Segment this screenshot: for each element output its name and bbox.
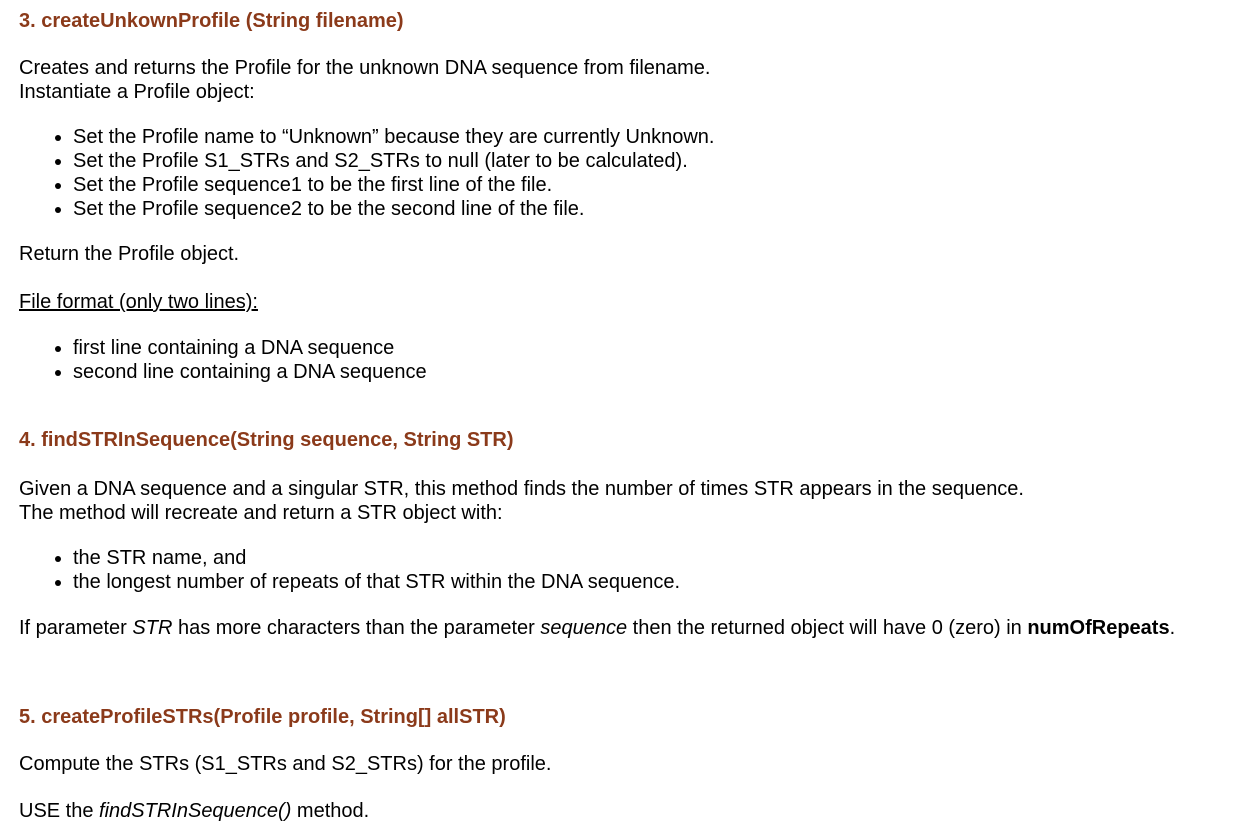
section-4: [19, 429, 1258, 452]
list-item: Set the Profile S1_STRs and S2_STRs to null (later to be calculated).: [73, 149, 1258, 173]
section-4-note-text: [19, 616, 1258, 640]
section-3-return: [19, 242, 1258, 266]
section-5-use-text: [19, 799, 1258, 823]
section-4-bullet-list: [19, 546, 1258, 594]
section-3-intro-line-1: Creates and returns the Profile for the unknown DNA sequence from filename.: [19, 57, 711, 79]
list-item: second line containing a DNA sequence: [73, 360, 1258, 384]
file-format-heading: File format (only two lines):: [19, 291, 258, 313]
note-param-sequence: sequence: [540, 617, 628, 639]
list-item: Set the Profile sequence1 to be the first line of the file.: [73, 173, 1258, 197]
note-field-numofrepeats: numOfRepeats: [1027, 617, 1170, 639]
note-text-part: then the returned object will have 0 (zero) in: [627, 617, 1028, 639]
section-4-note: [19, 616, 1258, 640]
section-3-return-text: Return the Profile object.: [19, 243, 240, 265]
use-text-part: USE the: [19, 800, 100, 822]
use-text-part: method.: [291, 800, 370, 822]
list-item: the longest number of repeats of that STR within the DNA sequence.: [73, 570, 1258, 594]
section-3-title: 3. createUnkownProfile (String filename): [19, 10, 404, 32]
section-4-intro-line-1: Given a DNA sequence and a singular STR, this method finds the number of times STR appears in the sequence.: [19, 478, 1024, 500]
use-method-name: findSTRInSequence(): [99, 800, 292, 822]
file-format-heading-block: [19, 290, 1258, 314]
list-item: first line containing a DNA sequence: [73, 336, 1258, 360]
section-4-intro-line-2: The method will recreate and return a STR object with:: [19, 502, 503, 524]
list-item: the STR name, and: [73, 546, 1258, 570]
section-4-intro: [19, 477, 1258, 525]
note-text-part: has more characters than the parameter: [172, 617, 541, 639]
section-5-title: 5. createProfileSTRs(Profile profile, String[] allSTR): [19, 706, 506, 728]
list-item: Set the Profile name to “Unknown” because they are currently Unknown.: [73, 125, 1258, 149]
note-text-part: .: [1169, 617, 1176, 639]
section-3-intro: [19, 56, 1258, 104]
section-3-intro-line-2: Instantiate a Profile object:: [19, 81, 255, 103]
section-4-title: 4. findSTRInSequence(String sequence, String STR): [19, 429, 514, 451]
section-3-bullet-list: [19, 125, 1258, 221]
note-text-part: If parameter: [19, 617, 133, 639]
section-3: [19, 10, 1258, 33]
file-format-list: [19, 336, 1258, 384]
note-param-str: STR: [132, 617, 173, 639]
section-5: [19, 706, 1258, 729]
section-5-use: [19, 799, 1258, 823]
list-item: Set the Profile sequence2 to be the second line of the file.: [73, 197, 1258, 221]
section-5-line-1: Compute the STRs (S1_STRs and S2_STRs) for the profile.: [19, 753, 552, 775]
section-5-description: [19, 752, 1258, 776]
